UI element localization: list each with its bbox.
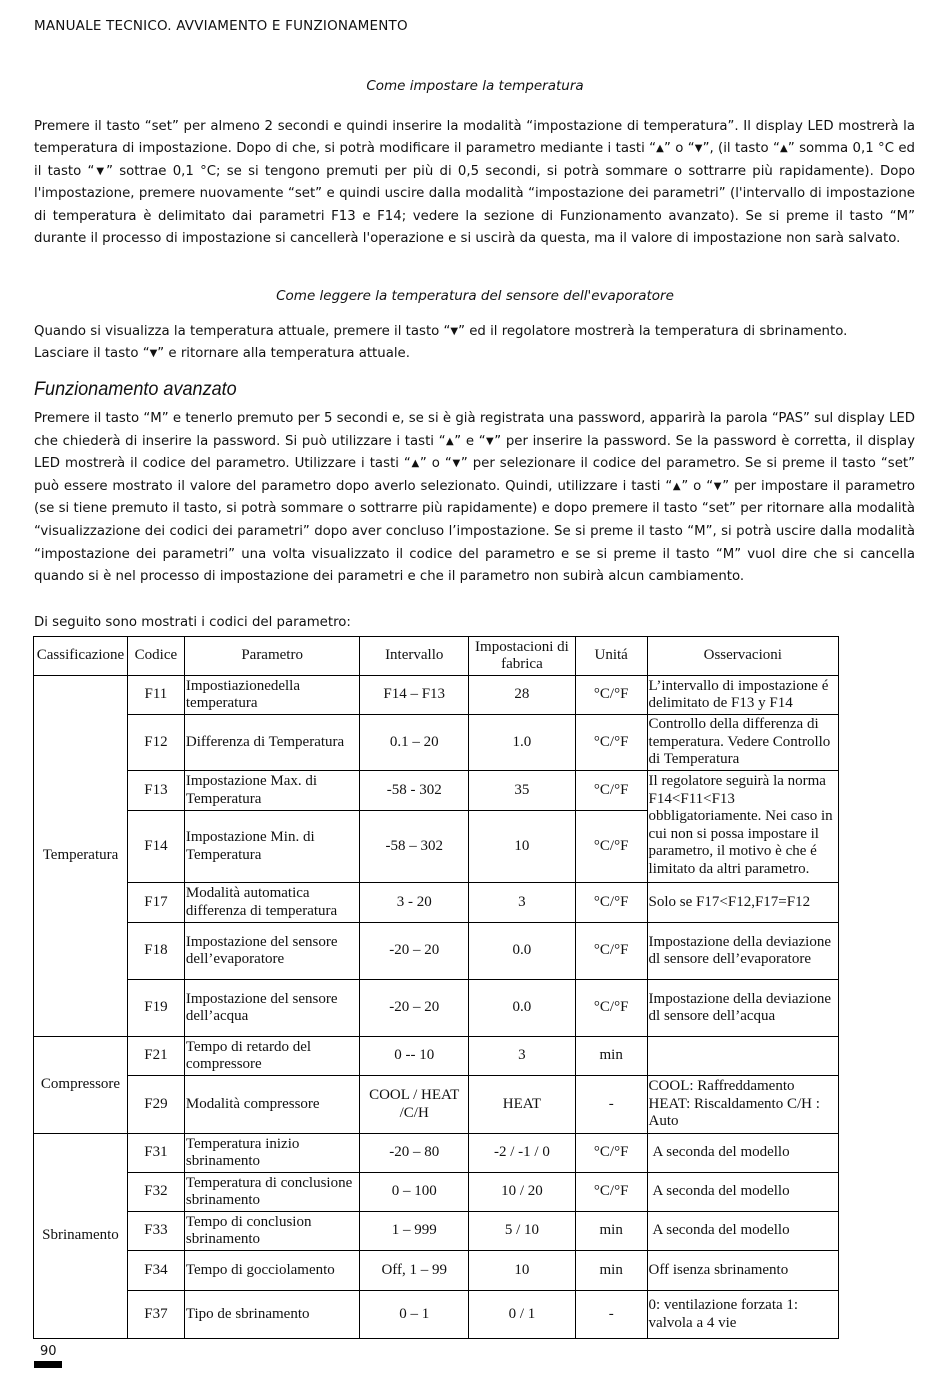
- notes-cell: L’intervallo di impostazione é delimitato de F13 y F14: [647, 676, 838, 715]
- code-cell: F31: [127, 1134, 184, 1173]
- default-cell: 28: [469, 676, 576, 715]
- notes-cell: COOL: Raffreddamento HEAT: Riscaldamento C/H : Auto: [647, 1076, 838, 1134]
- param-cell: Impostazione del sensore dell’evaporatore: [184, 923, 360, 980]
- code-cell: F33: [127, 1212, 184, 1251]
- notes-cell: Il regolatore seguirà la norma F14<F11<F13 obbligatoriamente. Nei caso in cui non si possa impostare il parametro, il motivo è che é limitato da altri parametro.: [647, 771, 838, 883]
- header-notes: Osservacioni: [647, 637, 838, 676]
- arrow-down-icon: ▼: [149, 348, 158, 360]
- default-cell: 0.0: [469, 980, 576, 1037]
- range-cell: -58 - 302: [360, 771, 469, 811]
- unit-cell: min: [575, 1037, 647, 1076]
- range-cell: 3 - 20: [360, 883, 469, 923]
- header-parameter: Parametro: [184, 637, 360, 676]
- arrow-down-icon: ▼: [451, 458, 461, 470]
- code-cell: F14: [127, 811, 184, 883]
- table-intro: Di seguito sono mostrati i codici del parametro:: [34, 615, 351, 630]
- code-cell: F21: [127, 1037, 184, 1076]
- section-heading-advanced: Funzionamento avanzato: [34, 379, 237, 400]
- param-cell: Tempo di gocciolamento: [184, 1251, 360, 1291]
- arrow-up-icon: ▲: [656, 143, 664, 155]
- range-cell: 1 – 999: [360, 1212, 469, 1251]
- range-cell: 0 – 100: [360, 1173, 469, 1212]
- unit-cell: min: [575, 1251, 647, 1291]
- param-cell: Modalità compressore: [184, 1076, 360, 1134]
- notes-cell: Controllo della differenza di temperatura. Vedere Controllo di Temperatura: [647, 715, 838, 771]
- section-title-evaporator-sensor: Come leggere la temperatura del sensore dell'evaporatore: [276, 288, 674, 304]
- default-cell: 10: [469, 1251, 576, 1291]
- paragraph-set-temperature: Premere il tasto “set” per almeno 2 secondi e quindi inserire la modalità “impostazione di temperatura”. Il display LED mostrerà la temperatura di impostazione. Dopo di che, si potrà modificare il parametro mediante i tasti “▲” o “▼”, (il tasto “▲” somma 0,1 °C ed il tasto “▼” sottrae 0,1 °C; se si tengono premuti per più di 0,5 secondi, si potrà sommare o sottrarre più rapidamente). Dopo l'impostazione, premere nuovamente “set” e quindi uscire dalla modalità “impostazione dei parametri” (l'intervallo di impostazione di temperatura è delimitato dai parametri F13 e F14; vedere la sezione di Funzionamento avanzato). Se si preme il tasto “M” durante il processo di impostazione si cancellerà l'operazione e si uscirà da questa, ma il valore di impostazione non sarà salvato.: [34, 119, 915, 247]
- unit-cell: °C/°F: [575, 1173, 647, 1212]
- code-cell: F18: [127, 923, 184, 980]
- table-row: [34, 676, 839, 715]
- header-range: Intervallo: [360, 637, 469, 676]
- notes-cell: [647, 1037, 838, 1076]
- header-classification: Cassificazione: [34, 637, 128, 676]
- param-cell: Temperatura di conclusione sbrinamento: [184, 1173, 360, 1212]
- section-title-set-temperature: Come impostare la temperatura: [366, 78, 584, 94]
- default-cell: -2 / -1 / 0: [469, 1134, 576, 1173]
- unit-cell: °C/°F: [575, 980, 647, 1037]
- range-cell: -20 – 20: [360, 923, 469, 980]
- param-cell: Impostazione Max. di Temperatura: [184, 771, 360, 811]
- range-cell: 0.1 – 20: [360, 715, 469, 771]
- page-number-bar: [34, 1361, 62, 1368]
- code-cell: F37: [127, 1291, 184, 1339]
- param-cell: Impostiazionedella temperatura: [184, 676, 360, 715]
- arrow-up-icon: ▲: [672, 480, 682, 492]
- header-unit: Unitá: [575, 637, 647, 676]
- header-code: Codice: [127, 637, 184, 676]
- unit-cell: -: [575, 1076, 647, 1134]
- notes-cell: 0: ventilazione forzata 1: valvola a 4 vie: [647, 1291, 838, 1339]
- range-cell: 0 – 1: [360, 1291, 469, 1339]
- code-cell: F32: [127, 1173, 184, 1212]
- param-cell: Tempo di retardo del compressore: [184, 1037, 360, 1076]
- arrow-up-icon: ▲: [445, 435, 455, 447]
- paragraph-advanced-operation: Premere il tasto “M” e tenerlo premuto per 5 secondi e, se si è già registrata una password, apparirà la parola “PAS” sul display LED che chiederà di inserire la password. Si può utilizzare i tasti “▲” e “▼” per inserire la password. Se la password è corretta, il display LED mostrerà il codice del parametro. Utilizzare i tasti “▲” o “▼” per selezionare il codice del parametro. Se si preme il tasto “set” può essere mostrato il valore del parametro dopo averlo selezionato. Quindi, utilizzare i tasti “▲” o “▼” per impostare il parametro (se si tiene premuto il tasto, si potrà sommare o sottrarre più rapidamente) e dopo premere il tasto “set” per ritornare alla modalità “visualizzazione dei codici dei parametri” dopo aver concluso l’impostazione. Se si preme il tasto “M”, si potrà uscire dalla modalità “impostazione dei parametri” una volta visualizzato il codice del parametro e se si preme il tasto “M” vuol dire che si cancella quando si è nel processo di impostazione dei parametri e che il parametro non subirà alcun cambiamento.: [34, 411, 916, 585]
- range-cell: -20 – 80: [360, 1134, 469, 1173]
- table-row: [34, 1291, 839, 1339]
- unit-cell: °C/°F: [575, 923, 647, 980]
- code-cell: F19: [127, 980, 184, 1037]
- parameter-table: [33, 636, 839, 1339]
- notes-cell: Off isenza sbrinamento: [647, 1251, 838, 1291]
- notes-cell: A seconda del modello: [647, 1212, 838, 1251]
- arrow-up-icon: ▲: [779, 143, 788, 155]
- notes-cell: A seconda del modello: [647, 1173, 838, 1212]
- notes-cell: Impostazione della deviazione dl sensore dell’evaporatore: [647, 923, 838, 980]
- default-cell: 35: [469, 771, 576, 811]
- arrow-down-icon: ▼: [694, 143, 703, 155]
- param-cell: Impostazione del sensore dell’acqua: [184, 980, 360, 1037]
- table-row: [34, 1076, 839, 1134]
- range-cell: 0 -- 10: [360, 1037, 469, 1076]
- param-cell: Modalità automatica differenza di temperatura: [184, 883, 360, 923]
- group-cell: Sbrinamento: [34, 1134, 128, 1339]
- default-cell: 10 / 20: [469, 1173, 576, 1212]
- param-cell: Temperatura inizio sbrinamento: [184, 1134, 360, 1173]
- notes-cell: Solo se F17<F12,F17=F12: [647, 883, 838, 923]
- unit-cell: °C/°F: [575, 1134, 647, 1173]
- unit-cell: °C/°F: [575, 676, 647, 715]
- range-cell: -58 – 302: [360, 811, 469, 883]
- table-row: [34, 980, 839, 1037]
- default-cell: HEAT: [469, 1076, 576, 1134]
- table-row: [34, 923, 839, 980]
- param-cell: Impostazione Min. di Temperatura: [184, 811, 360, 883]
- table-row: [34, 1037, 839, 1076]
- arrow-down-icon: ▼: [713, 480, 723, 492]
- table-row: [34, 771, 839, 811]
- range-cell: F14 – F13: [360, 676, 469, 715]
- group-cell: Compressore: [34, 1037, 128, 1134]
- range-cell: Off, 1 – 99: [360, 1251, 469, 1291]
- header-factory-setting: Impostacioni di fabrica: [469, 637, 576, 676]
- param-cell: Tipo de sbrinamento: [184, 1291, 360, 1339]
- default-cell: 5 / 10: [469, 1212, 576, 1251]
- notes-cell: Impostazione della deviazione dl sensore dell’acqua: [647, 980, 838, 1037]
- unit-cell: °C/°F: [575, 811, 647, 883]
- code-cell: F13: [127, 771, 184, 811]
- default-cell: 0.0: [469, 923, 576, 980]
- default-cell: 0 / 1: [469, 1291, 576, 1339]
- code-cell: F12: [127, 715, 184, 771]
- unit-cell: °C/°F: [575, 771, 647, 811]
- range-cell: -20 – 20: [360, 980, 469, 1037]
- table-row: [34, 1251, 839, 1291]
- code-cell: F29: [127, 1076, 184, 1134]
- table-row: [34, 1212, 839, 1251]
- table-row: [34, 883, 839, 923]
- unit-cell: °C/°F: [575, 715, 647, 771]
- arrow-down-icon: ▼: [94, 165, 107, 177]
- paragraph-evaporator-sensor: Quando si visualizza la temperatura attuale, premere il tasto “▼” ed il regolatore mostrerà la temperatura di sbrinamento. Lasciare il tasto “▼” e ritornare alla temperatura attuale.: [34, 324, 848, 362]
- table-row: [34, 715, 839, 771]
- param-cell: Tempo di conclusion sbrinamento: [184, 1212, 360, 1251]
- unit-cell: min: [575, 1212, 647, 1251]
- table-header-row: [34, 637, 839, 676]
- code-cell: F17: [127, 883, 184, 923]
- default-cell: 3: [469, 883, 576, 923]
- group-cell: Temperatura: [34, 676, 128, 1037]
- default-cell: 3: [469, 1037, 576, 1076]
- arrow-down-icon: ▼: [450, 326, 459, 337]
- param-cell: Differenza di Temperatura: [184, 715, 360, 771]
- code-cell: F34: [127, 1251, 184, 1291]
- unit-cell: -: [575, 1291, 647, 1339]
- range-cell: COOL / HEAT /C/H: [360, 1076, 469, 1134]
- notes-cell: A seconda del modello: [647, 1134, 838, 1173]
- code-cell: F11: [127, 676, 184, 715]
- default-cell: 10: [469, 811, 576, 883]
- page-number: 90: [40, 1344, 57, 1359]
- page-header: MANUALE TECNICO. AVVIAMENTO E FUNZIONAMENTO: [34, 18, 408, 34]
- arrow-up-icon: ▲: [410, 458, 420, 470]
- table-row: [34, 1134, 839, 1173]
- arrow-down-icon: ▼: [485, 435, 495, 447]
- unit-cell: °C/°F: [575, 883, 647, 923]
- table-row: [34, 1173, 839, 1212]
- default-cell: 1.0: [469, 715, 576, 771]
